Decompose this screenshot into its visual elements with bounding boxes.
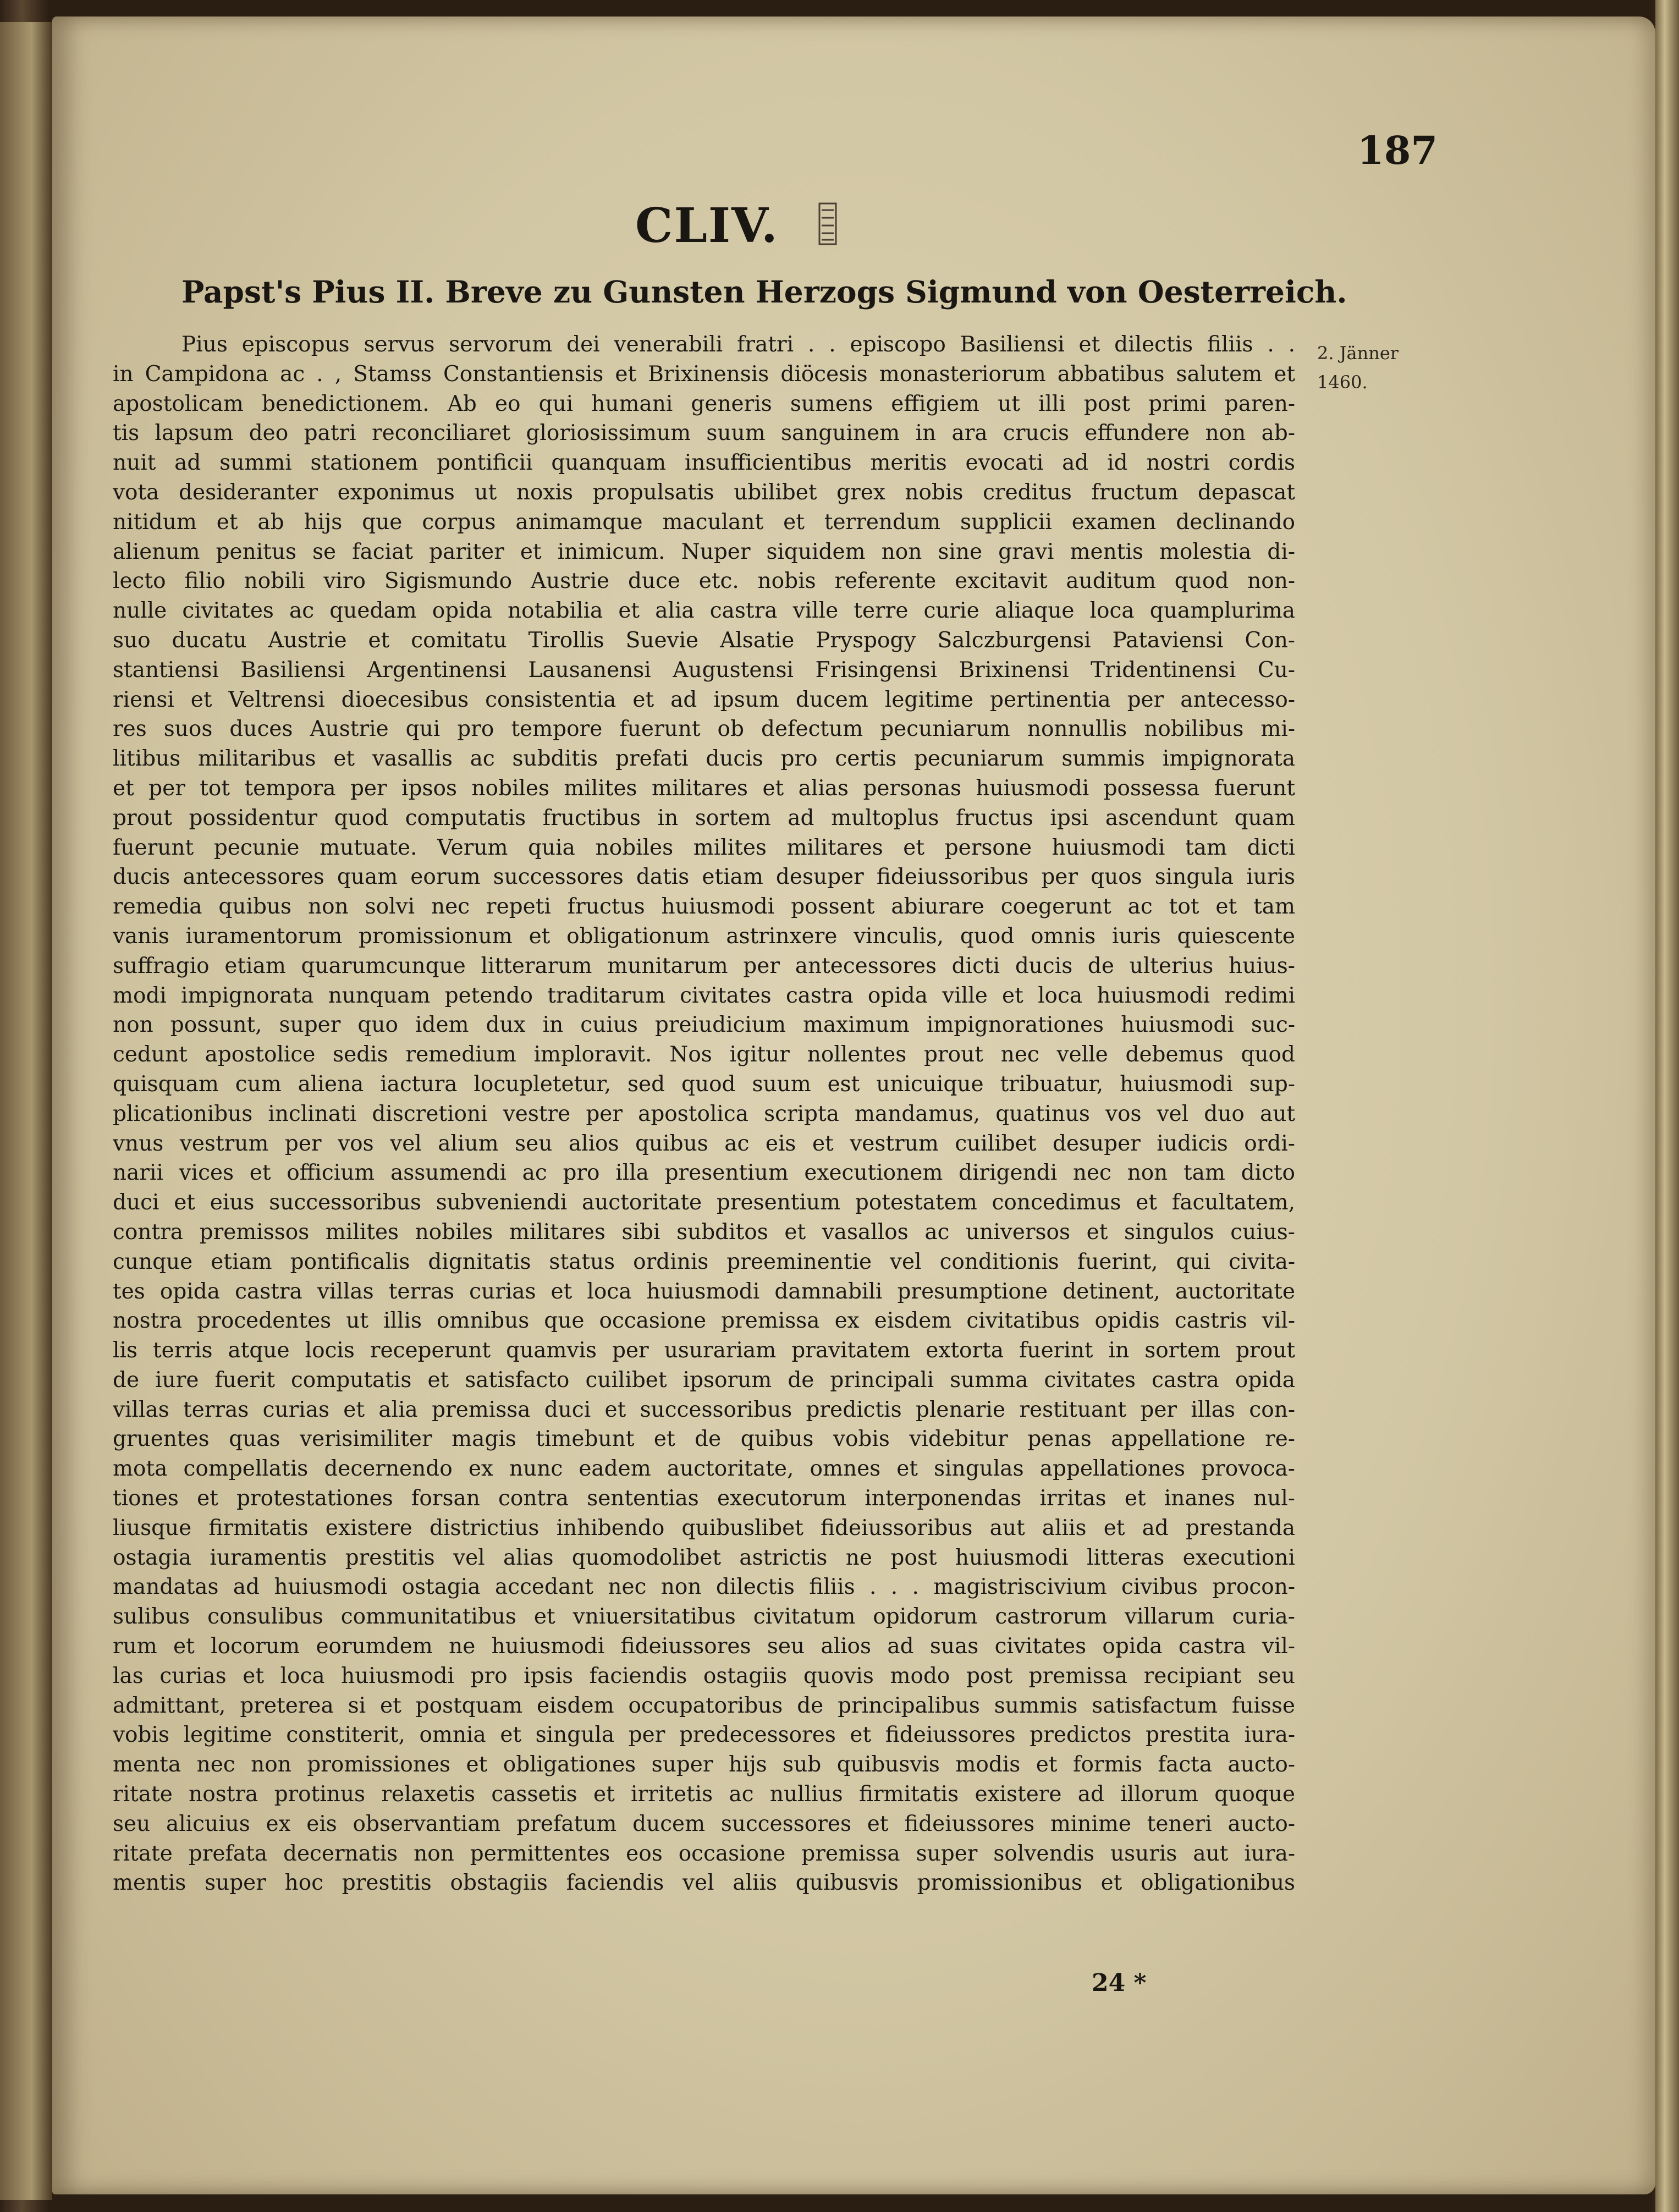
body-line: non possunt, super quo idem dux in cuius preiudicium maximum impignorationes huiusmodi suc- — [113, 1013, 1295, 1038]
body-line: nulle civitates ac quedam opida notabilia et alia castra ville terre curie aliaque loca quamplurima — [113, 598, 1295, 624]
body-line: remedia quibus non solvi nec repeti fructus huiusmodi possent abiurare coegerunt ac tot et tam — [113, 894, 1295, 920]
body-line: cunque etiam pontificalis dignitatis status ordinis preeminentie vel conditionis fuerint, qui civita- — [113, 1249, 1295, 1274]
body-line: riensi et Veltrensi dioecesibus consistentia et ad ipsum ducem legitime pertinentia per antecesso- — [113, 687, 1295, 712]
body-line: las curias et loca huiusmodi pro ipsis faciendis ostagiis quovis modo post premissa recipiant seu — [113, 1663, 1295, 1688]
left-page-edge — [0, 22, 52, 2200]
body-line: alienum penitus se faciat pariter et inimicum. Nuper siquidem non sine gravi mentis molestia di- — [113, 539, 1295, 564]
document-number: CLIV. — [635, 198, 779, 254]
body-line: villas terras curias et alia premissa duci et successoribus predictis plenarie restituant per illas con- — [113, 1397, 1295, 1422]
body-line: res suos duces Austrie qui pro tempore fuerunt ob defectum pecuniarum nonnullis nobilibus mi- — [113, 717, 1295, 742]
body-line: litibus militaribus et vasallis ac subditis prefati ducis pro certis pecuniarum summis impignorata — [113, 746, 1295, 772]
body-line: in Campidona ac . , Stamss Constantiensis et Brixinensis diöcesis monasteriorum abbatibus salutem et — [113, 361, 1295, 387]
margin-date-note — [1317, 339, 1449, 397]
body-line: tes opida castra villas terras curias et loca huiusmodi damnabili presumptione detinent, auctoritate — [113, 1279, 1295, 1304]
body-line: mentis super hoc prestitis obstagiis faciendis vel aliis quibusvis promissionibus et obligationibus — [113, 1870, 1295, 1896]
body-line: vobis legitime constiterit, omnia et singula per predecessores et fideiussores predictos prestita iura- — [113, 1723, 1295, 1748]
body-line: suffragio etiam quarumcunque litterarum munitarum per antecessores dicti ducis de ulterius huius- — [113, 953, 1295, 978]
body-line: liusque firmitatis existere districtius inhibendo quibuslibet fideiussoribus aut aliis et ad prestanda — [113, 1515, 1295, 1540]
body-line: rum et locorum eorumdem ne huiusmodi fideiussores seu alios ad suas civitates opida castra vil- — [113, 1634, 1295, 1659]
body-line: nitidum et ab hijs que corpus animamque maculant et terrendum supplicii examen declinando — [113, 509, 1295, 535]
body-line: Pius episcopus servus servorum dei venerabili fratri . . episcopo Basiliensi et dilectis filiis . . — [181, 332, 1295, 357]
body-line: prout possidentur quod computatis fructibus in sortem ad multoplus fructus ipsi ascendunt quam — [113, 805, 1295, 830]
body-line: de iure fuerit computatis et satisfacto cuilibet ipsorum de principali summa civitates castra opida — [113, 1367, 1295, 1393]
ornament-mark-icon — [817, 202, 838, 245]
body-line: ostagia iuramentis prestitis vel alias quomodolibet astrictis ne post huiusmodi litteras executioni — [113, 1545, 1295, 1570]
body-line: vota desideranter exponimus ut noxis propulsatis ubilibet grex nobis creditus fructum depascat — [113, 480, 1295, 505]
body-line: mota compellatis decernendo ex nunc eadem auctoritate, omnes et singulas appellationes provoca- — [113, 1456, 1295, 1482]
signature-mark: 24 * — [1092, 1969, 1147, 1997]
body-line: suo ducatu Austrie et comitatu Tirollis Suevie Alsatie Pryspogy Salczburgensi Pataviensi Con- — [113, 628, 1295, 653]
body-line: vnus vestrum per vos vel alium seu alios quibus ac eis et vestrum cuilibet desuper iudicis ordi- — [113, 1131, 1295, 1156]
body-line: contra premissos milites nobiles militares sibi subditos et vasallos ac universos et singulos cuius- — [113, 1219, 1295, 1245]
body-line: apostolicam benedictionem. Ab eo qui humani generis sumens effigiem ut illi post primi paren- — [113, 391, 1295, 416]
body-line: tiones et protestationes forsan contra sententias executorum interponendas irritas et inanes nul- — [113, 1486, 1295, 1511]
body-line: modi impignorata nunquam petendo traditarum civitates castra opida ville et loca huiusmodi redimi — [113, 983, 1295, 1008]
body-line: lis terris atque locis receperunt quamvis per usurariam pravitatem extorta fuerint in sortem prout — [113, 1338, 1295, 1363]
margin-date-day: 2. Jänner — [1317, 343, 1399, 364]
body-line: ritate prefata decernatis non permittentes eos occasione premissa super solvendis usuris aut iura- — [113, 1841, 1295, 1866]
body-line: seu alicuius ex eis observantiam prefatum ducem successores et fideiussores minime teneri aucto- — [113, 1811, 1295, 1836]
document-title: Papst's Pius II. Breve zu Gunsten Herzogs Sigmund von Oesterreich. — [181, 274, 1347, 310]
body-line: duci et eius successoribus subveniendi auctoritate presentium potestatem concedimus et facultatem, — [113, 1190, 1295, 1215]
body-line: et per tot tempora per ipsos nobiles milites militares et alias personas huiusmodi possessa fuerunt — [113, 775, 1295, 801]
body-line: stantiensi Basiliensi Argentinensi Lausanensi Augustensi Frisingensi Brixinensi Tridentinensi Cu- — [113, 657, 1295, 683]
body-line: quisquam cum aliena iactura locupletetur, sed quod suum est unicuique tribuatur, huiusmodi sup- — [113, 1071, 1295, 1097]
body-line: nuit ad summi stationem pontificii quanquam insufficientibus meritis evocati ad id nostri cordis — [113, 450, 1295, 476]
body-line: mandatas ad huiusmodi ostagia accedant nec non dilectis filiis . . . magistriscivium civibus procon- — [113, 1575, 1295, 1600]
body-line: fuerunt pecunie mutuate. Verum quia nobiles milites militares et persone huiusmodi tam dicti — [113, 835, 1295, 860]
body-line: menta nec non promissiones et obligationes super hijs sub quibusvis modis et formis facta aucto- — [113, 1752, 1295, 1778]
body-line: narii vices et officium assumendi ac pro illa presentium executionem dirigendi nec non tam dicto — [113, 1160, 1295, 1186]
body-line: admittant, preterea si et postquam eisdem occupatoribus de principalibus summis satisfactum fuisse — [113, 1693, 1295, 1718]
body-line: lecto filio nobili viro Sigismundo Austrie duce etc. nobis referente excitavit auditum quod non- — [113, 569, 1295, 594]
document-body — [113, 330, 1295, 1898]
body-line: plicationibus inclinati discretioni vestre per apostolica scripta mandamus, quatinus vos vel duo aut — [113, 1101, 1295, 1126]
body-line: gruentes quas verisimiliter magis timebunt et de quibus vobis videbitur penas appellatione re- — [113, 1427, 1295, 1452]
body-line: cedunt apostolice sedis remedium imploravit. Nos igitur nollentes prout nec velle debemus quod — [113, 1042, 1295, 1068]
body-line: sulibus consulibus communitatibus et vniuersitatibus civitatum opidorum castrorum villarum curia- — [113, 1604, 1295, 1630]
margin-date-year: 1460. — [1317, 372, 1368, 393]
body-line: nostra procedentes ut illis omnibus que occasione premissa ex eisdem civitatibus opidis castris vil- — [113, 1308, 1295, 1334]
right-page-edge — [1655, 0, 1679, 2212]
page-number: 187 — [1357, 128, 1438, 173]
body-line: tis lapsum deo patri reconciliaret gloriosissimum suum sanguinem in ara crucis effundere non ab- — [113, 421, 1295, 446]
body-line: vanis iuramentorum promissionum et obligationum astrinxere vinculis, quod omnis iuris quiescente — [113, 923, 1295, 949]
body-line: ritate nostra protinus relaxetis cassetis et irritetis ac nullius firmitatis existere ad illorum quoque — [113, 1782, 1295, 1807]
body-line: ducis antecessores quam eorum successores datis etiam desuper fideiussoribus per quos singula iuris — [113, 865, 1295, 890]
